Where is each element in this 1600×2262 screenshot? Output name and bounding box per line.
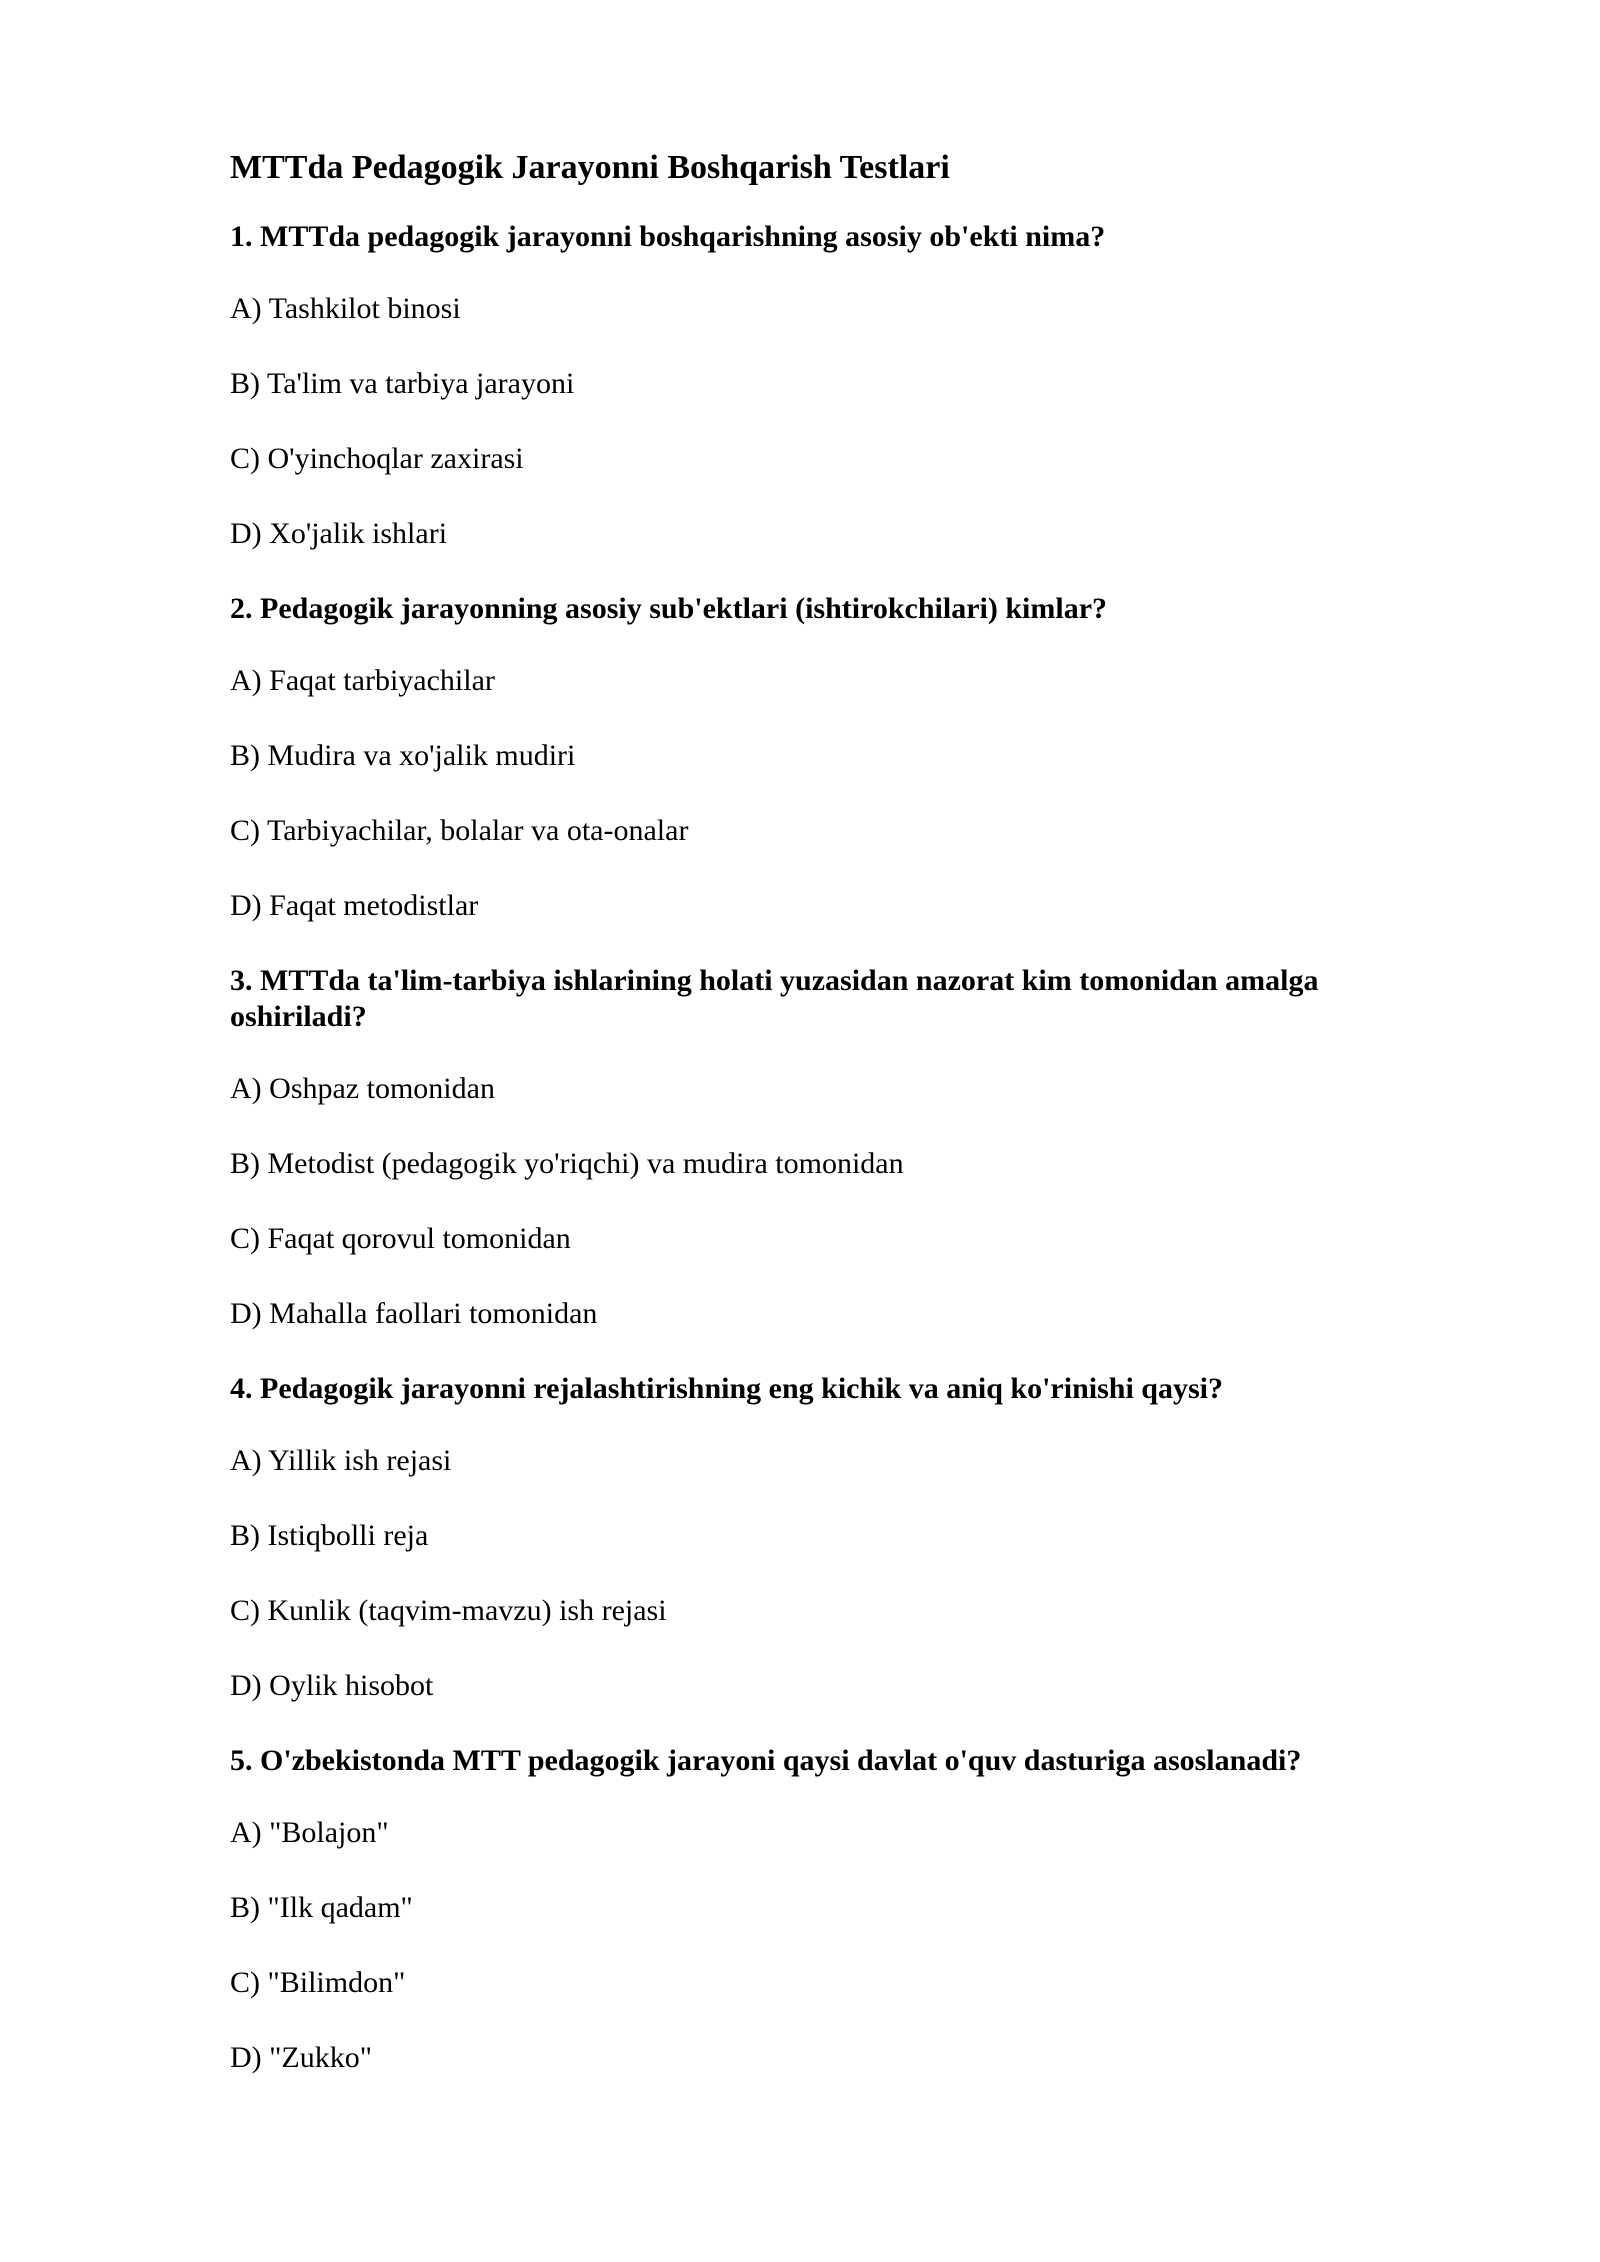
- option-d: D) Xo'jalik ishlari: [230, 516, 448, 550]
- option-d: D) Faqat metodistlar: [230, 888, 479, 922]
- question-1: [230, 219, 1410, 552]
- question-5: [230, 1743, 1410, 2076]
- option-b: B) Ta'lim va tarbiya jarayoni: [230, 366, 575, 400]
- question-2: [230, 591, 1410, 924]
- option-b: B) "Ilk qadam": [230, 1890, 413, 1924]
- option-a: A) Tashkilot binosi: [230, 291, 461, 325]
- question-3: [230, 963, 1410, 1332]
- question-text: 4. Pedagogik jarayonni rejalashtirishning eng kichik va aniq ko'rinishi qaysi?: [230, 1371, 1223, 1405]
- question-text: 5. O'zbekistonda MTT pedagogik jarayoni qaysi davlat o'quv dasturiga asoslanadi?: [230, 1743, 1302, 1777]
- option-d: D) Mahalla faollari tomonidan: [230, 1296, 598, 1330]
- option-a: A) Yillik ish rejasi: [230, 1443, 452, 1477]
- question-text: 2. Pedagogik jarayonning asosiy sub'ektlari (ishtirokchilari) kimlar?: [230, 591, 1108, 625]
- option-a: A) Oshpaz tomonidan: [230, 1071, 495, 1105]
- option-b: B) Metodist (pedagogik yo'riqchi) va mudira tomonidan: [230, 1146, 904, 1180]
- question-text: 1. MTTda pedagogik jarayonni boshqarishning asosiy ob'ekti nima?: [230, 219, 1106, 253]
- option-c: C) Tarbiyachilar, bolalar va ota-onalar: [230, 813, 689, 847]
- question-text: 3. MTTda ta'lim-tarbiya ishlarining holati yuzasidan nazorat kim tomonidan amalga oshiriladi?: [230, 963, 1319, 1033]
- document-page: [230, 148, 1410, 2076]
- document-title: MTTda Pedagogik Jarayonni Boshqarish Testlari: [230, 149, 950, 186]
- option-c: C) Kunlik (taqvim-mavzu) ish rejasi: [230, 1593, 667, 1627]
- option-a: A) Faqat tarbiyachilar: [230, 663, 495, 697]
- option-c: C) O'yinchoqlar zaxirasi: [230, 441, 524, 475]
- option-c: C) "Bilimdon": [230, 1965, 406, 1999]
- option-c: C) Faqat qorovul tomonidan: [230, 1221, 571, 1255]
- option-a: A) "Bolajon": [230, 1815, 389, 1849]
- question-4: [230, 1371, 1410, 1704]
- option-d: D) "Zukko": [230, 2040, 372, 2074]
- option-d: D) Oylik hisobot: [230, 1668, 434, 1702]
- option-b: B) Mudira va xo'jalik mudiri: [230, 738, 576, 772]
- option-b: B) Istiqbolli reja: [230, 1518, 429, 1552]
